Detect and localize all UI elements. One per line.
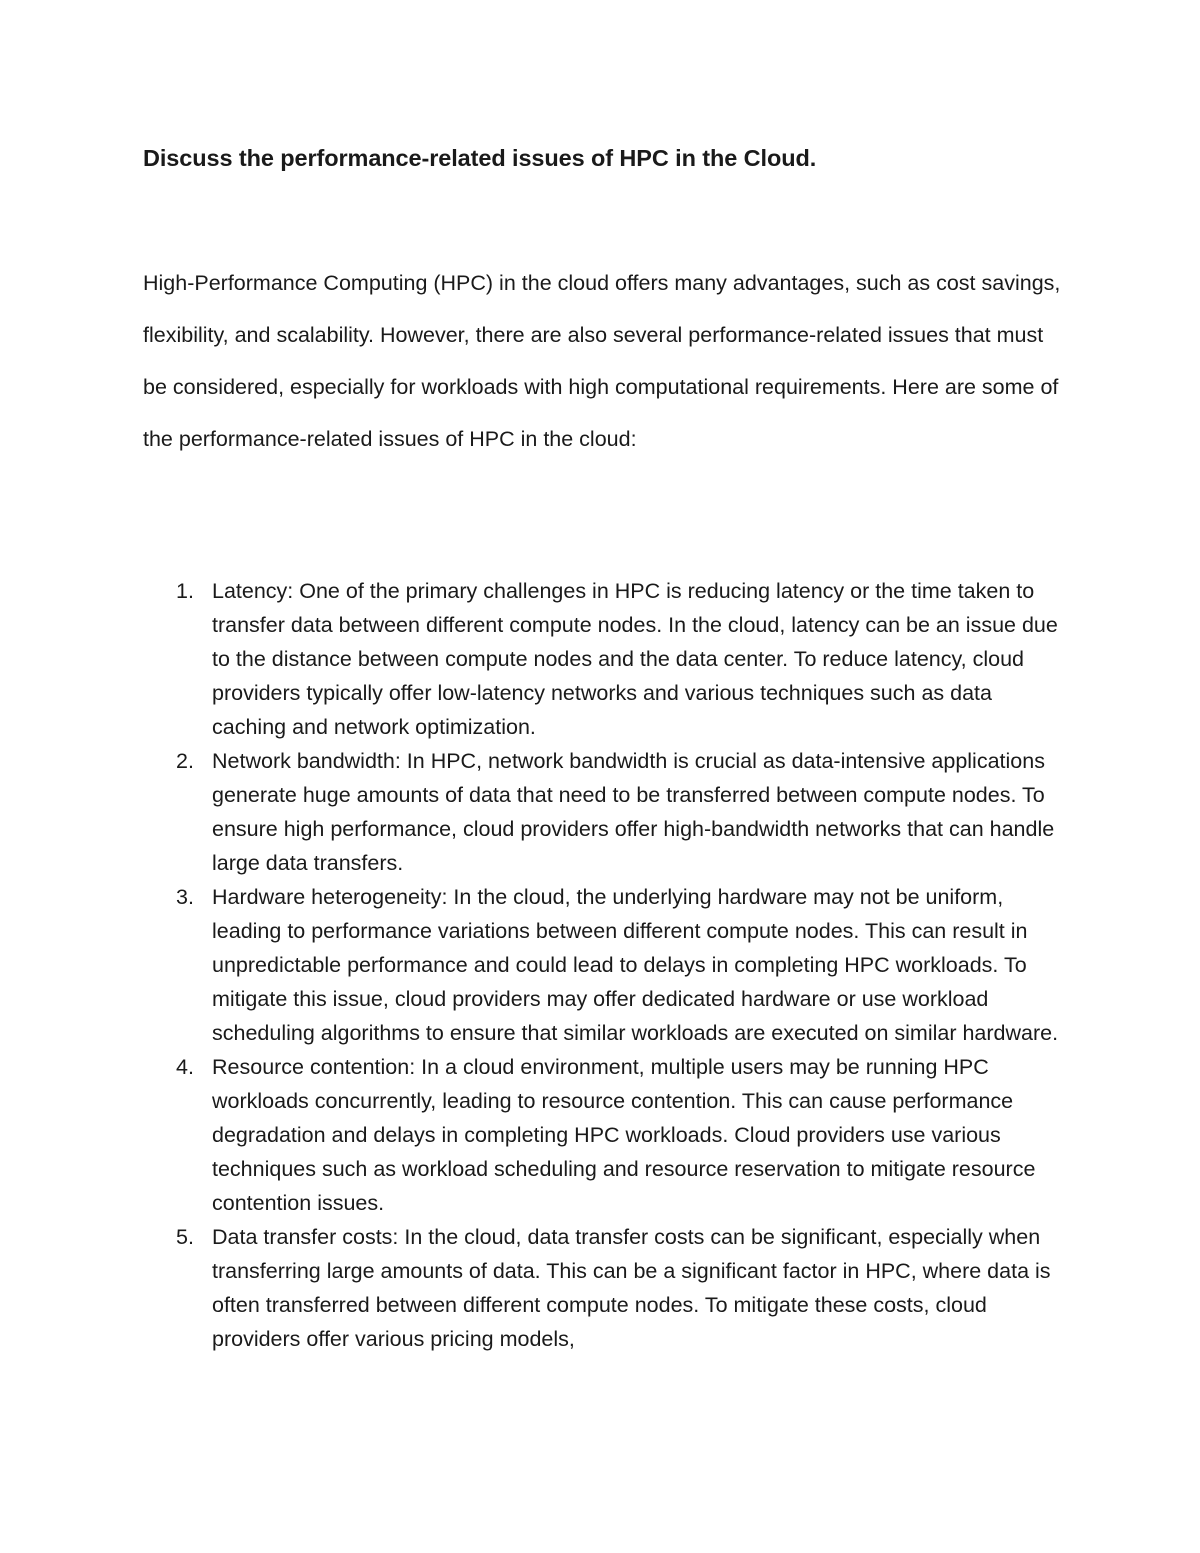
list-item: [143, 1050, 1063, 1220]
intro-paragraph: High-Performance Computing (HPC) in the cloud offers many advantages, such as cost savings, flexibility, and scalability. However, there are also several performance-related issues that must be considered, especially for workloads with high computational requirements. Here are some of the performance-related issues of HPC in the cloud:: [143, 271, 1061, 451]
list-item: [143, 744, 1063, 880]
list-item: [143, 1220, 1063, 1356]
list-item-text: Network bandwidth: In HPC, network bandwidth is crucial as data-intensive applications generate huge amounts of data that need to be transferred between compute nodes. To ensure high performance, cloud providers offer high-bandwidth networks that can handle large data transfers.: [212, 749, 1055, 875]
list-item-text: Hardware heterogeneity: In the cloud, the underlying hardware may not be uniform, leading to performance variations between different compute nodes. This can result in unpredictable performance and could lead to delays in completing HPC workloads. To mitigate this issue, cloud providers may offer dedicated hardware or use workload scheduling algorithms to ensure that similar workloads are executed on similar hardware.: [212, 885, 1059, 1045]
list-item-text: Data transfer costs: In the cloud, data transfer costs can be significant, especially when transferring large amounts of data. This can be a significant factor in HPC, where data is often transferred between different compute nodes. To mitigate these costs, cloud providers offer various pricing models,: [212, 1225, 1051, 1351]
list-item-number: 4.: [176, 1055, 194, 1079]
list-item: [143, 880, 1063, 1050]
list-item-number: 3.: [176, 885, 194, 909]
list-item-number: 2.: [176, 749, 194, 773]
issues-list: [143, 574, 1063, 1356]
list-item-text: Latency: One of the primary challenges in HPC is reducing latency or the time taken to transfer data between different compute nodes. In the cloud, latency can be an issue due to the distance between compute nodes and the data center. To reduce latency, cloud providers typically offer low-latency networks and various techniques such as data caching and network optimization.: [212, 579, 1058, 739]
list-item-text: Resource contention: In a cloud environment, multiple users may be running HPC workloads concurrently, leading to resource contention. This can cause performance degradation and delays in completing HPC workloads. Cloud providers use various techniques such as workload scheduling and resource reservation to mitigate resource contention issues.: [212, 1055, 1036, 1215]
list-item-number: 5.: [176, 1225, 194, 1249]
list-item: [143, 574, 1063, 744]
list-item-number: 1.: [176, 579, 194, 603]
document-title: Discuss the performance-related issues of HPC in the Cloud.: [143, 145, 817, 171]
